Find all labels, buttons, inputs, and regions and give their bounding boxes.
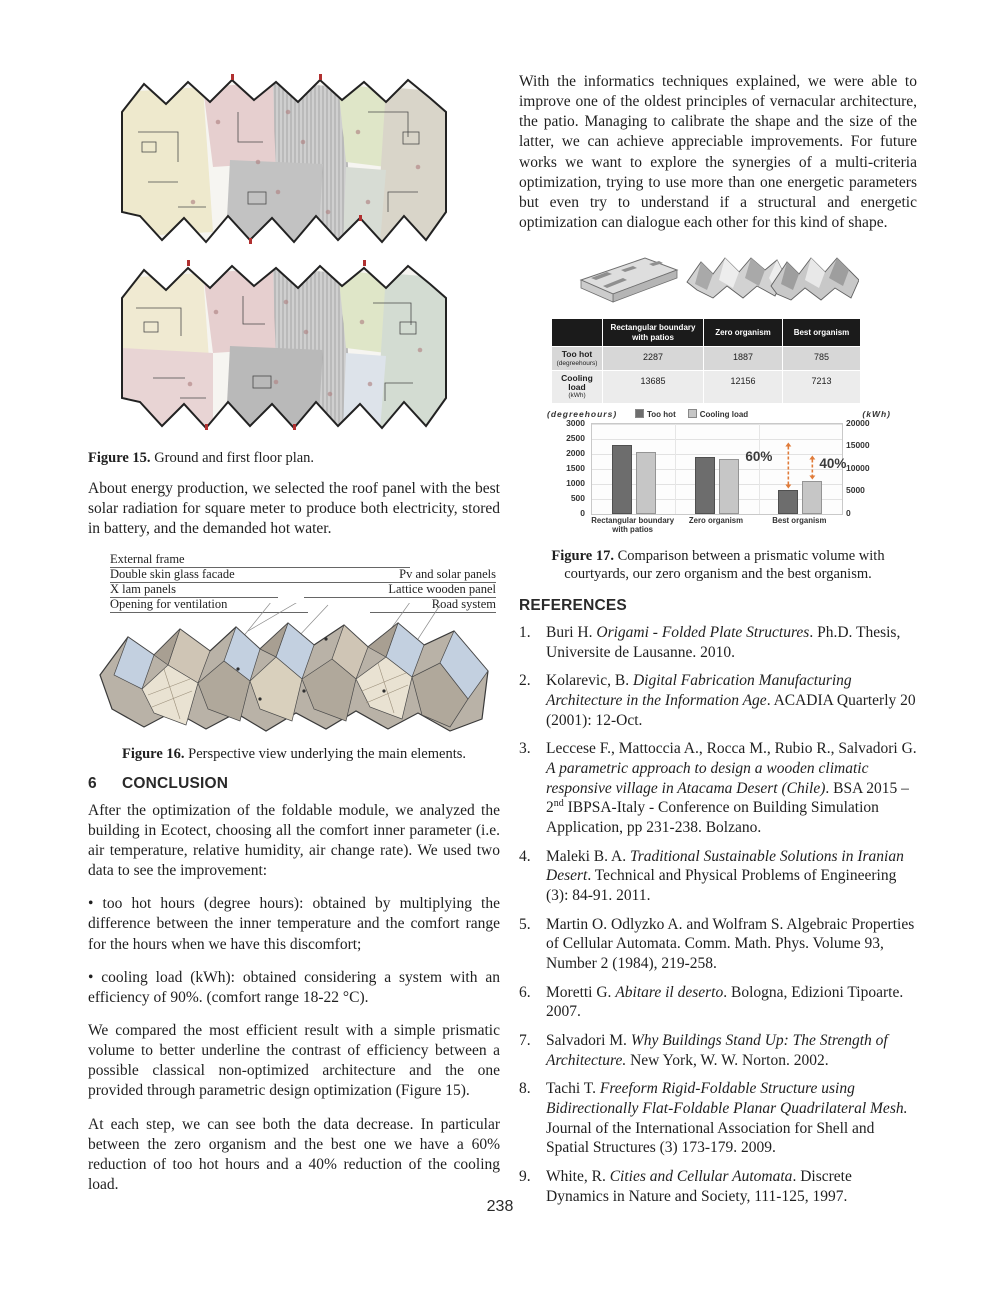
figure15-caption-label: Figure 15. xyxy=(88,450,151,466)
figure16-caption xyxy=(88,745,500,763)
figure17-table xyxy=(552,319,858,403)
left-axis-tick: 500 xyxy=(570,492,585,503)
annotation-arrows xyxy=(592,424,842,514)
chart-plot-area xyxy=(591,423,843,515)
left-axis-tick: 1000 xyxy=(566,477,585,488)
conclusion-bullet-cooling: • cooling load (kWh): obtained considering a system with an efficiency of 90%. (comfort range 18-22 °C). xyxy=(88,968,500,1006)
legend-swatch-icon xyxy=(635,409,644,418)
references-heading: REFERENCES xyxy=(519,596,627,614)
right-axis-tick: 15000 xyxy=(846,440,870,451)
figure17-caption-text: Comparison between a prismatic volume with courtyards, our zero organism and the best organism. xyxy=(564,547,885,582)
figure16-label-opening: Opening for ventilation xyxy=(110,598,308,613)
left-axis-tick: 3000 xyxy=(566,417,585,428)
x-category-label: Best organism xyxy=(772,515,827,525)
chart-right-axis-label: (kWh) xyxy=(862,408,891,419)
reference-number: 7. xyxy=(519,1032,531,1050)
legend-entry: Cooling load xyxy=(688,409,748,419)
figure16-perspective xyxy=(88,553,500,741)
reference-text: White, R. Cities and Cellular Automata. Discrete Dynamics in Nature and Society, 111-125, 1997. xyxy=(546,1168,852,1205)
table-row-label-cooling: Cooling load (kWh) xyxy=(552,371,602,403)
figure15-caption-text: Ground and first floor plan. xyxy=(150,450,315,466)
annotation-label: 40% xyxy=(819,456,847,472)
table-cell: 7213 xyxy=(783,371,860,403)
figure16-label-pv-panels: Pv and solar panels xyxy=(318,568,496,583)
reference-text: Kolarevic, B. Digital Fabrication Manufacturing Architecture in the Information Age. ACADIA Quarterly 20 (2001): 12-Oct. xyxy=(546,672,916,729)
table-cell: 13685 xyxy=(603,371,703,403)
conclusion-paragraph-1: After the optimization of the foldable module, we analyzed the building in Ecotect, choosing all the comfort inner parameter (i.e. air temperature, relative humidity, air change rate). We used two data to see the improvement: xyxy=(88,801,500,880)
left-axis-tick: 2000 xyxy=(566,447,585,458)
reference-item xyxy=(519,915,917,974)
table-cell: 12156 xyxy=(704,371,782,403)
figure16-label-lattice: Lattice wooden panel xyxy=(304,583,496,598)
conclusion-paragraph-3: At each step, we can see both the data decrease. In particular between the zero organism and the best one we have a 60% reduction of too hot hours and a 40% reduction of the cooling load. xyxy=(88,1115,500,1193)
right-axis-tick: 0 xyxy=(846,507,851,518)
reference-text: Martin O. Odlyzko A. and Wolfram S. Algebraic Properties of Cellular Automata. Comm. Math. Phys. Volume 93, Number 2 (1984), 219-258. xyxy=(546,915,915,973)
right-axis-tick: 20000 xyxy=(846,417,870,428)
zero-organism-thumb xyxy=(687,258,785,298)
prismatic-volume-thumb xyxy=(581,258,677,302)
figure15-floor-plans xyxy=(118,70,450,436)
reference-number: 1. xyxy=(519,623,531,641)
figure16-label-x-lam: X lam panels xyxy=(110,583,278,598)
reference-number: 5. xyxy=(519,915,531,933)
table-row-label-toohot: Too hot (degreehours) xyxy=(552,347,602,369)
reference-number: 3. xyxy=(519,740,531,758)
figure16-label-road: Road system xyxy=(370,598,496,613)
table-header-best: Best organism xyxy=(783,319,860,346)
annotation-label: 60% xyxy=(745,449,773,465)
right-axis-tick: 10000 xyxy=(846,462,870,473)
figure16-label-external-frame: External frame xyxy=(110,553,410,568)
conclusion-section-number: 6 xyxy=(88,774,97,792)
left-column xyxy=(88,70,500,1208)
reference-number: 9. xyxy=(519,1168,531,1186)
reference-number: 2. xyxy=(519,672,531,690)
figure16-caption-label: Figure 16. xyxy=(121,745,185,762)
reference-item xyxy=(519,739,917,838)
table-header-blank xyxy=(552,319,602,346)
reference-text: Salvadori M. Why Buildings Stand Up: The Strength of Architecture. New York, W. W. Norton. 2002. xyxy=(546,1032,888,1069)
x-category-label: Rectangular boundary with patios xyxy=(591,515,675,534)
conclusion-title: CONCLUSION xyxy=(122,774,229,792)
left-axis-tick: 2500 xyxy=(566,432,585,443)
reference-item xyxy=(519,1031,917,1070)
figure16-label-double-skin: Double skin glass facade xyxy=(110,568,342,583)
conclusion-heading xyxy=(88,775,500,793)
figure17-caption xyxy=(532,547,904,583)
reference-item xyxy=(519,671,917,730)
reference-number: 8. xyxy=(519,1080,531,1098)
paragraph-informatics: With the informatics techniques explained, we were able to improve one of the oldest principles of vernacular architecture, the patio. Managing to calibrate the shape and the size of the latter, we can achieve appreciable improvements. For future works we want to explore the synergies of a multi-criteria optimization, trying to use more than one energetic parameters but even try to understand if a structural and energetic optimization can dialogue each other for this kind of shape. xyxy=(519,73,917,231)
conclusion-paragraph-2: We compared the most efficient result with a simple prismatic volume to better underline the contrast of efficiency between a possible classical non-optimized architecture and the one provided through parametric design optimization (Figure 15). xyxy=(88,1021,500,1100)
reference-text: Maleki B. A. Traditional Sustainable Solutions in Iranian Desert. Technical and Physical Problems of Engineering (3): 84-91. 2011. xyxy=(546,847,904,905)
reference-number: 4. xyxy=(519,847,531,865)
reference-text: Buri H. Origami - Folded Plate Structures. Ph.D. Thesis, Universite de Lausanne. 2010. xyxy=(546,623,901,661)
reference-item xyxy=(519,623,917,662)
legend-swatch-icon xyxy=(688,409,697,418)
table-cell: 2287 xyxy=(603,347,703,369)
chart-legend xyxy=(635,409,748,419)
legend-entry: Too hot xyxy=(635,409,676,419)
best-organism-thumb xyxy=(771,258,859,300)
reference-text: Moretti G. Abitare il deserto. Bologna, Edizioni Tipoarte. 2007. xyxy=(546,983,904,1021)
table-cell: 785 xyxy=(783,347,860,369)
reference-item xyxy=(519,983,917,1022)
paragraph-energy: About energy production, we selected the roof panel with the best solar radiation for square meter to produce both electricity, stored in battery, and the demanded hot water. xyxy=(88,480,500,538)
figure16-structure-drawing xyxy=(88,603,500,741)
table-header-zero: Zero organism xyxy=(704,319,782,346)
figure17-bar-chart xyxy=(547,409,893,541)
reference-number: 6. xyxy=(519,983,531,1001)
table-header-rectangular: Rectangular boundary with patios xyxy=(603,319,703,346)
page-number: 238 xyxy=(486,1198,514,1215)
figure15-caption xyxy=(88,449,500,467)
reference-text: Leccese F., Mattoccia A., Rocca M., Rubio R., Salvadori G. A parametric approach to design a wooden climatic responsive village in Atacama Desert (Chile). BSA 2015 – 2nd IBPSA-Italy - Conference on Building Simulation Application, pp 231-238. Bolzano. xyxy=(546,740,917,837)
ground-floor-plan xyxy=(118,72,450,252)
table-cell: 1887 xyxy=(704,347,782,369)
first-floor-plan xyxy=(118,258,450,436)
right-axis-tick: 5000 xyxy=(846,485,865,496)
chart-left-axis-label: (degreehours) xyxy=(547,408,618,419)
references-list xyxy=(519,623,917,1207)
figure16-caption-text: Perspective view underlying the main elements. xyxy=(184,745,467,762)
reference-item xyxy=(519,847,917,906)
conclusion-bullet-toohot: • too hot hours (degree hours): obtained by multiplying the difference between the inner temperature and the comfort range for the hours when we have this discomfort; xyxy=(88,895,500,953)
reference-item xyxy=(519,1079,917,1158)
right-column xyxy=(519,72,917,1216)
figure17-volume-thumbnails xyxy=(579,248,859,308)
left-axis-tick: 1500 xyxy=(566,462,585,473)
left-axis-tick: 0 xyxy=(580,507,585,518)
x-category-label: Zero organism xyxy=(688,515,744,525)
reference-text: Tachi T. Freeform Rigid-Foldable Structure using Bidirectionally Flat-Foldable Planar Quadrilateral Mesh. Journal of the International Association for Shell and Spatial Structures (3) 173-179. 2009. xyxy=(546,1080,908,1157)
figure17-caption-label: Figure 17. xyxy=(551,547,614,564)
